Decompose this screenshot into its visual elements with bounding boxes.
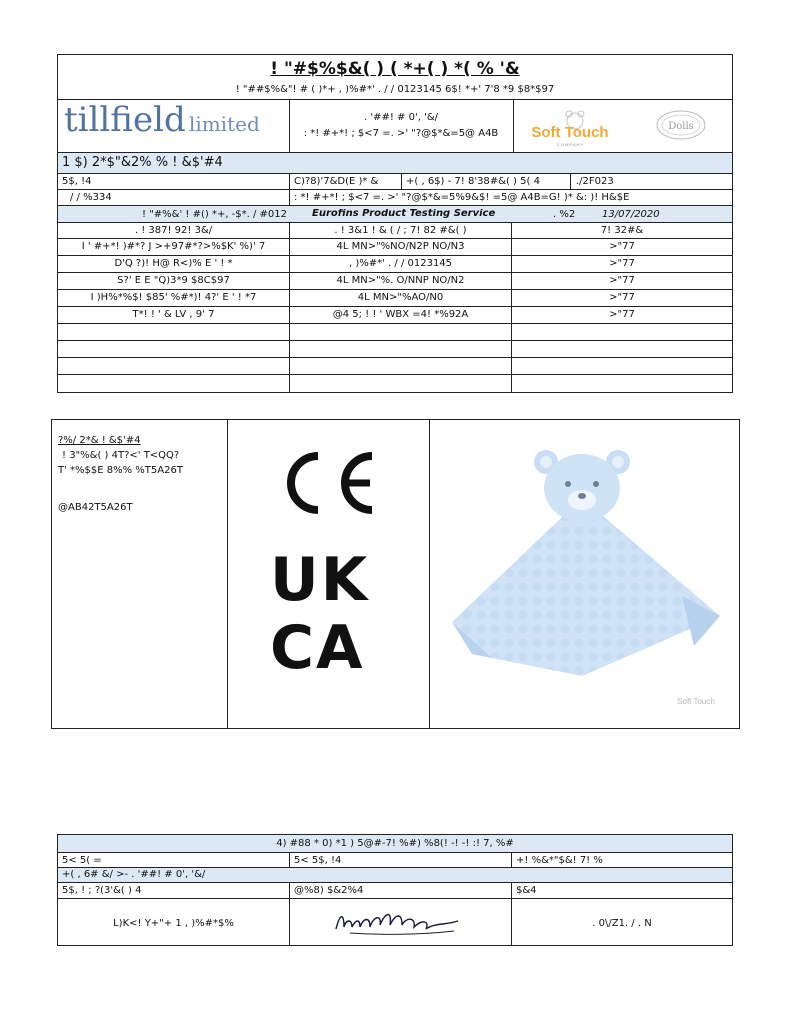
signature-header-text: 4) #88 * 0) *1 ) 5@#-7! %#) %8(! -! -! :! 7, %# [276,839,514,849]
ukca-mark [270,550,390,680]
ukca-mark-bottom: CA [270,613,365,680]
product-line1: ! 3"%&( ) 4T?<' T<QQ? [62,451,180,461]
table-row: I )H%*%$! $85' %#*)! 4?' E ' ! *7 [90,293,257,303]
table-row: >"77 [609,242,635,252]
ce-mark-icon [274,448,384,518]
signature-image [330,901,470,941]
lab-row-label: ! "#%&' ! #() *+, -$*. / #012 [142,210,288,220]
ukca-mark-top: UK [270,550,370,615]
tests-header-3: 7! 32#& [600,226,644,236]
address-line2: : *! #+*! ; $<7 =. >' "?@$*&=5@ A4B [303,129,499,139]
softtouch-logo-tag: C O M P A N Y [556,142,584,147]
row-a-col2: C)?8)'7&D(E )* & [294,177,379,187]
table-row: D'Q ?)! H@ R<)% E ' ! * [114,259,233,269]
sign-col3: +! %&*"$&! 7! % [516,856,603,866]
softtouch-logo [520,105,620,149]
table-row: @4 5; ! ! ' WBX =4! *%92A [332,310,469,320]
lab-date: 13/07/2020 [602,210,660,220]
page-subtitle: ! "##$%&"! # ( )*+ , )%#*' . / / 0123145 6$! *+' 7'8 *9 $8*$97 [235,85,555,95]
tillfield-logo-text: tillfield [64,103,186,140]
product-box [51,419,740,729]
table-row: 4L MN>"%AO/N0 [357,293,444,303]
table-row: 4L MN>"%NO/N2P NO/N3 [336,242,465,252]
row-b-col2: : *! #+*! ; $<7 =. >' "?@$*&=5%9&$! =5@ A4B=G! )* &: )! H&$E [294,193,630,203]
table-row: 4L MN>"%. O/NNP NO/N2 [336,276,465,286]
row-a-col1: 5$, !4 [62,177,92,187]
table-row: >"77 [609,293,635,303]
lab-name: Eurofins Product Testing Service [312,209,496,219]
tillfield-logo-sub: limited [188,112,260,136]
row-a-col3: +( , 6$) - 7! 8'38#&( ) 5( 4 [406,177,540,187]
product-watermark-logo: Soft Touch [677,697,715,706]
section-header: 1 $) 2*$"&2% % ! &$'#4 [58,153,732,173]
lab-code: . %2 [553,210,576,220]
signature-date: . 0\/Z1. / . N [592,919,652,929]
dolls-logo-text: Dolls [668,121,694,132]
softtouch-logo-text: Soft Touch [531,124,609,141]
tests-header-2: . ! 3&1 ! & ( / ; 7! 82 #&( ) [334,226,467,236]
sign-head1: 5$, ! ; ?(3'&( ) 4 [62,886,142,896]
address-line1: . '##! # 0', '&/ [364,113,438,123]
row-a-col4: ./2F023 [576,177,614,187]
product-line3: @AB42T5A26T [58,503,133,513]
product-heading: ?%/ 2*& ! &$'#4 [58,436,141,446]
table-row: T*! ! ' & LV , 9' 7 [132,310,215,320]
table-row: , )%#*' . / / 0123145 [348,259,453,269]
dolls-logo [648,105,714,149]
signature-table [57,834,733,946]
signer-name: L)K<! Y+"+ 1 , )%#*$% [113,919,234,929]
table-row: >"77 [609,276,635,286]
sign-head2: @%8) $&2%4 [294,886,364,896]
table-row: I ' #+*! )#*? J >+97#*?>%$K' %)' 7 [81,242,266,252]
table-row: >"77 [609,310,635,320]
product-image [432,426,738,726]
sign-col1: 5< 5( = [62,856,102,866]
table-row: S?' E E "Q)3*9 $8C$97 [117,276,230,286]
row-b-col1: / / %334 [70,193,112,203]
sign-col2: 5< 5$, !4 [294,856,342,866]
tests-header-1: . ! 387! 92! 3&/ [134,226,213,236]
sign-head3: $&4 [516,886,537,896]
table-row: >"77 [609,259,635,269]
signature-blue-row-text: +( , 6# &/ >- . '##! # 0', '&/ [62,870,206,880]
page-title: ! "#$%$&( ) ( *+( ) *( % '& [270,61,520,79]
certificate-table [57,54,733,393]
product-line2: T' *%$$E 8%% %T5A26T [58,466,183,476]
tillfield-logo [64,103,288,147]
